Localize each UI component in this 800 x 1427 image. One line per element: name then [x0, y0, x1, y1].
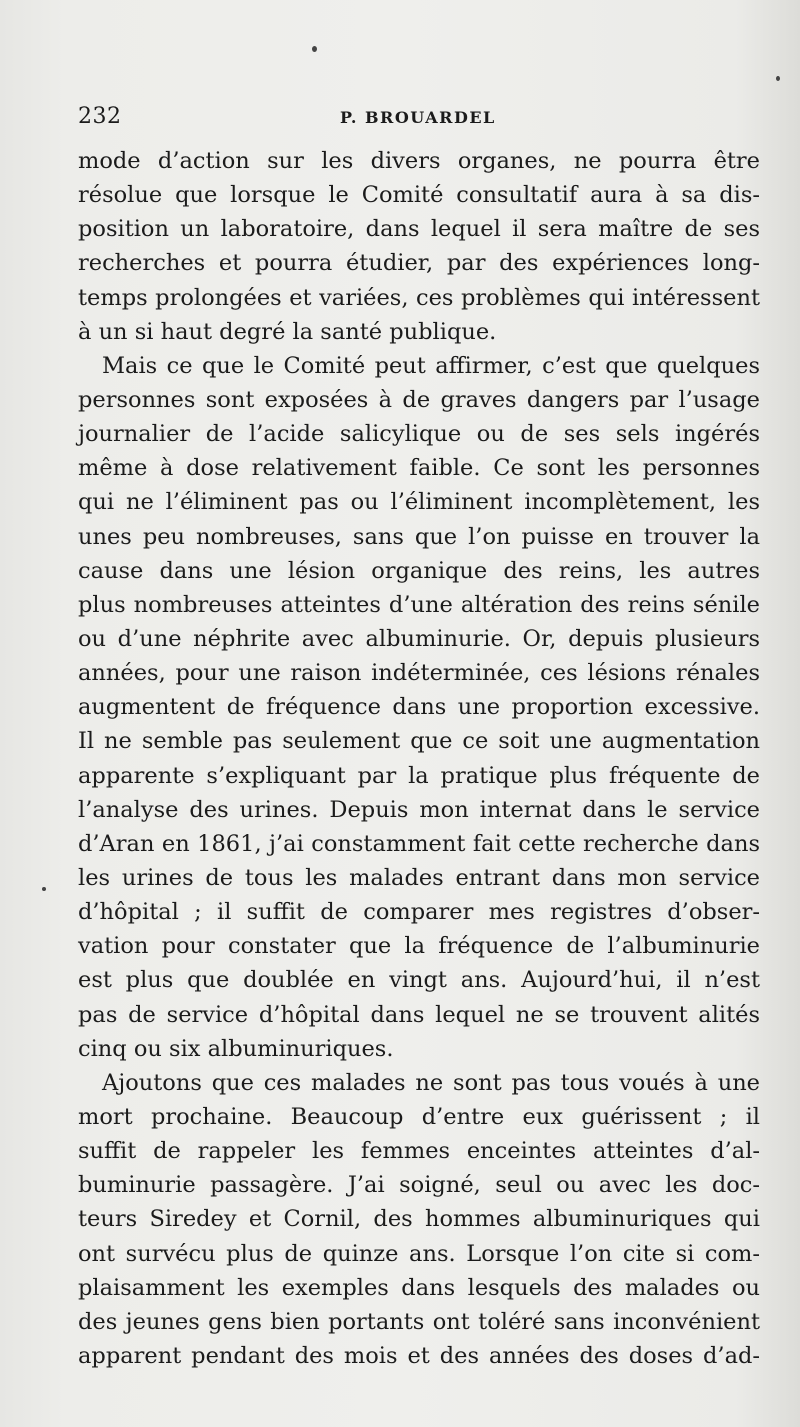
text-line: ont survécu plus de quinze ans. Lorsque l’on cite si com-: [78, 1240, 760, 1267]
text-line: apparente s’expliquant par la pratique plus fréquente de: [78, 762, 760, 789]
text-line: suffit de rappeler les femmes enceintes atteintes d’al-: [78, 1138, 760, 1165]
body-text: [78, 144, 760, 1373]
text-line: pas de service d’hôpital dans lequel ne se trouvent alités: [78, 1001, 760, 1028]
text-line: qui ne l’éliminent pas ou l’éliminent incomplètement, les: [78, 489, 760, 516]
text-line: plaisamment les exemples dans lesquels des malades ou: [78, 1274, 760, 1301]
text-line: personnes sont exposées à de graves dangers par l’usage: [78, 386, 760, 413]
paragraph-start-line: Ajoutons que ces malades ne sont pas tous voués à une: [102, 1069, 760, 1096]
text-line: journalier de l’acide salicylique ou de ses sels ingérés: [78, 421, 760, 448]
text-line: cinq ou six albuminuriques.: [78, 1035, 394, 1062]
text-line: l’analyse des urines. Depuis mon internat dans le service: [78, 796, 760, 823]
text-line: résolue que lorsque le Comité consultatif aura à sa dis-: [78, 182, 760, 209]
text-line: cause dans une lésion organique des reins, les autres: [78, 557, 760, 584]
text-line: augmentent de fréquence dans une proportion excessive.: [78, 694, 760, 721]
text-line: à un si haut degré la santé publique.: [78, 318, 497, 345]
text-line: vation pour constater que la fréquence de l’albuminurie: [78, 933, 760, 960]
text-line: est plus que doublée en vingt ans. Aujourd’hui, il n’est: [78, 967, 760, 994]
text-line: apparent pendant des mois et des années des doses d’ad-: [78, 1342, 760, 1369]
text-line: teurs Siredey et Cornil, des hommes albuminuriques qui: [78, 1206, 760, 1233]
paragraph-start-line: Mais ce que le Comité peut affirmer, c’est que quelques: [102, 352, 760, 379]
text-line: d’hôpital ; il suffit de comparer mes registres d’obser-: [78, 899, 760, 926]
ink-speck: [312, 46, 317, 52]
text-line: unes peu nombreuses, sans que l’on puisse en trouver la: [78, 523, 760, 550]
text-line: mode d’action sur les divers organes, ne pourra être: [78, 148, 760, 174]
text-line: Il ne semble pas seulement que ce soit une augmentation: [78, 728, 760, 755]
page-number: 232: [78, 104, 122, 129]
text-line: années, pour une raison indéterminée, ces lésions rénales: [78, 660, 760, 687]
text-line: les urines de tous les malades entrant dans mon service: [78, 864, 760, 891]
running-head-author: P. BROUARDEL: [340, 108, 496, 127]
text-line: temps prolongées et variées, ces problèmes qui intéressent: [78, 284, 760, 311]
text-line: mort prochaine. Beaucoup d’entre eux guérissent ; il: [78, 1103, 760, 1130]
text-line: même à dose relativement faible. Ce sont les personnes: [78, 455, 760, 482]
text-line: recherches et pourra étudier, par des expériences long-: [78, 250, 760, 277]
text-line: ou d’une néphrite avec albuminurie. Or, depuis plusieurs: [78, 625, 760, 652]
text-line: position un laboratoire, dans lequel il sera maître de ses: [78, 216, 760, 243]
ink-speck: [776, 76, 780, 81]
ink-speck: [42, 887, 46, 891]
text-line: plus nombreuses atteintes d’une altération des reins sénile: [78, 591, 760, 618]
page-header: [78, 104, 758, 134]
text-line: buminurie passagère. J’ai soigné, seul ou avec les doc-: [78, 1172, 760, 1199]
text-line: d’Aran en 1861, j’ai constamment fait cette recherche dans: [78, 830, 760, 857]
text-line: des jeunes gens bien portants ont toléré sans inconvénient: [78, 1308, 760, 1335]
